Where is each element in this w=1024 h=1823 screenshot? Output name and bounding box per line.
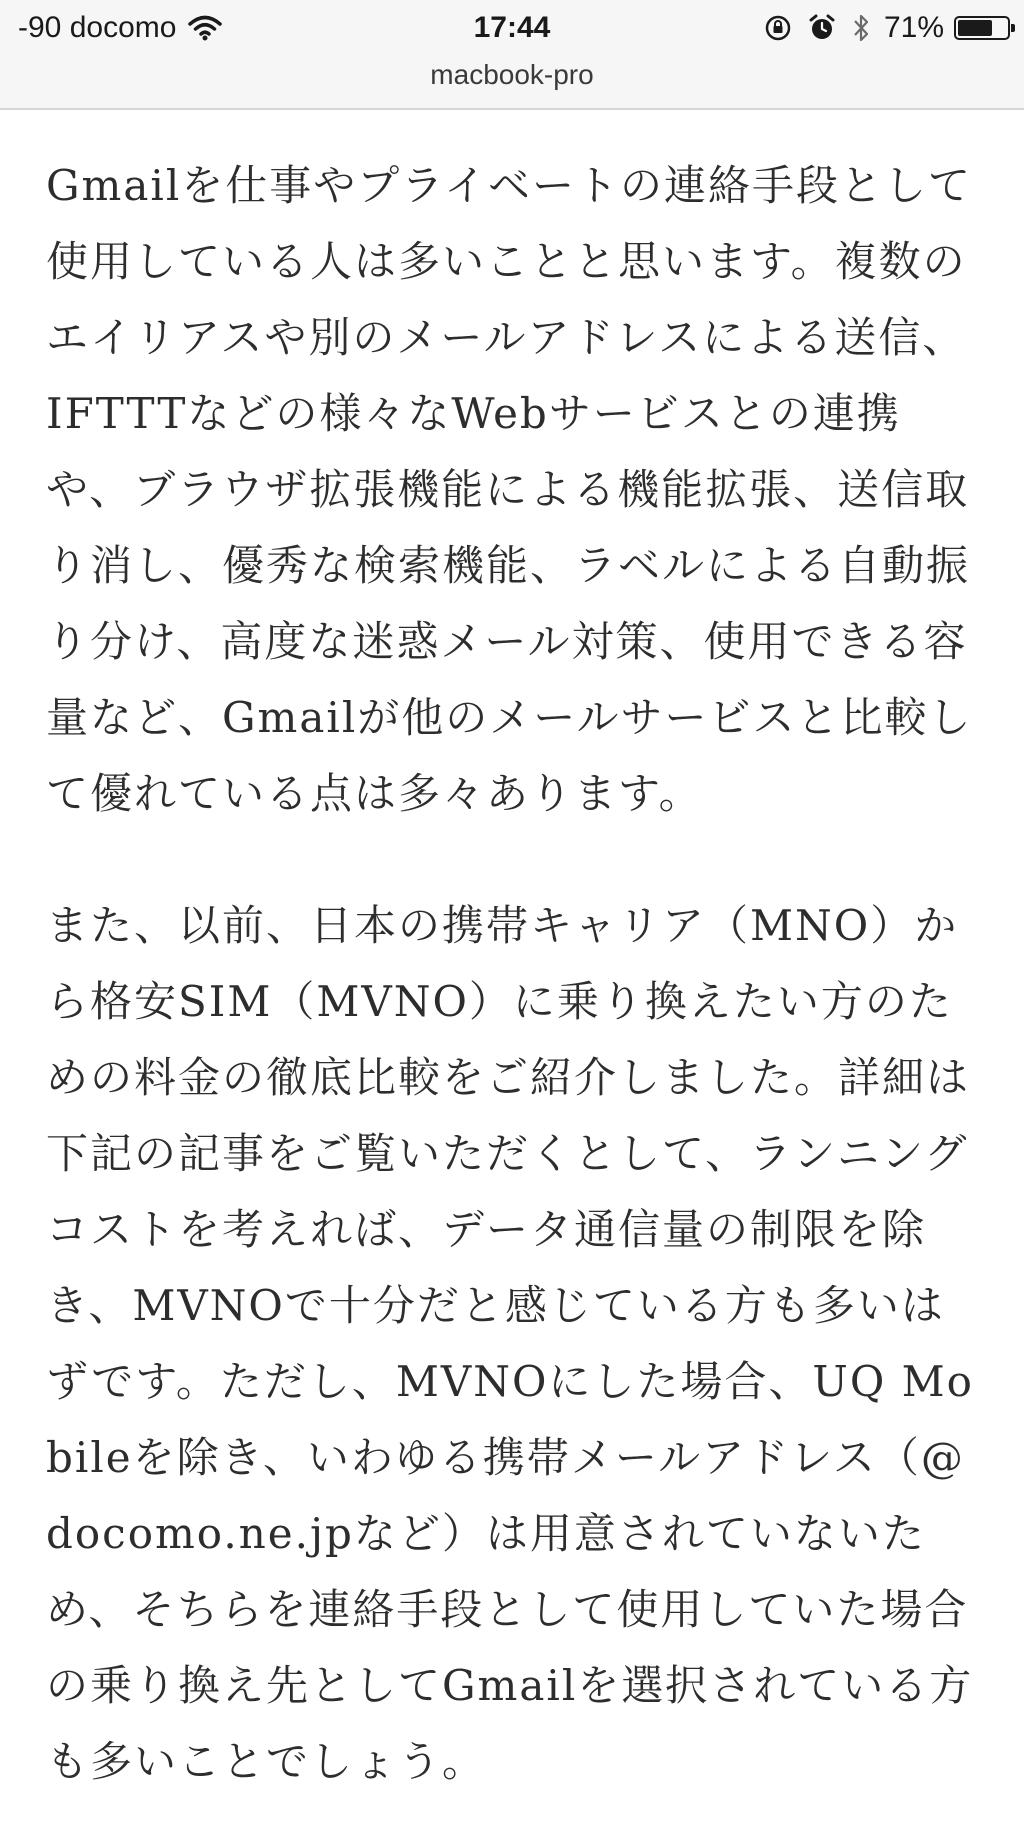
page-url[interactable]: macbook-pro — [430, 59, 594, 90]
bluetooth-icon — [852, 13, 870, 43]
carrier-label: -90 docomo — [18, 11, 177, 44]
status-bar — [0, 0, 1024, 110]
article-paragraph-2: また、以前、日本の携帯キャリア（MNO）から格安SIM（MVNO）に乗り換えたい方のための料金の徹底比較をご紹介しました。詳細は下記の記事をご覧いただくとして、ランニングコストを考えれば、データ通信量の制限を除き、MVNOで十分だと感じている方も多いはずです。ただし、MVNOにした場合、UQ Mobileを除き、いわゆる携帯メールアドレス（@docomo.ne.jpなど）は用意されていないため、そちらを連絡手段として使用していた場合の乗り換え先としてGmailを選択されている方も多いことでしょう。 — [46, 901, 974, 1786]
article-paragraph-1: Gmailを仕事やプライベートの連絡手段として使用している人は多いことと思います。複数のエイリアスや別のメールアドレスによる送信、IFTTTなどの様々なWebサービスとの連携や、ブラウザ拡張機能による機能拡張、送信取り消し、優秀な検索機能、ラベルによる自動振り分け、高度な迷惑メール対策、使用できる容量など、Gmailが他のメールサービスと比較して優れている点は多々あります。 — [46, 161, 973, 818]
article-body — [46, 148, 978, 1800]
rotation-lock-icon — [764, 14, 792, 42]
clock-time: 17:44 — [473, 11, 551, 44]
battery-fill — [958, 20, 992, 36]
battery-icon — [954, 16, 1010, 40]
alarm-clock-icon — [808, 14, 836, 42]
status-right — [748, 8, 1010, 48]
battery-percent: 71% — [883, 11, 944, 44]
